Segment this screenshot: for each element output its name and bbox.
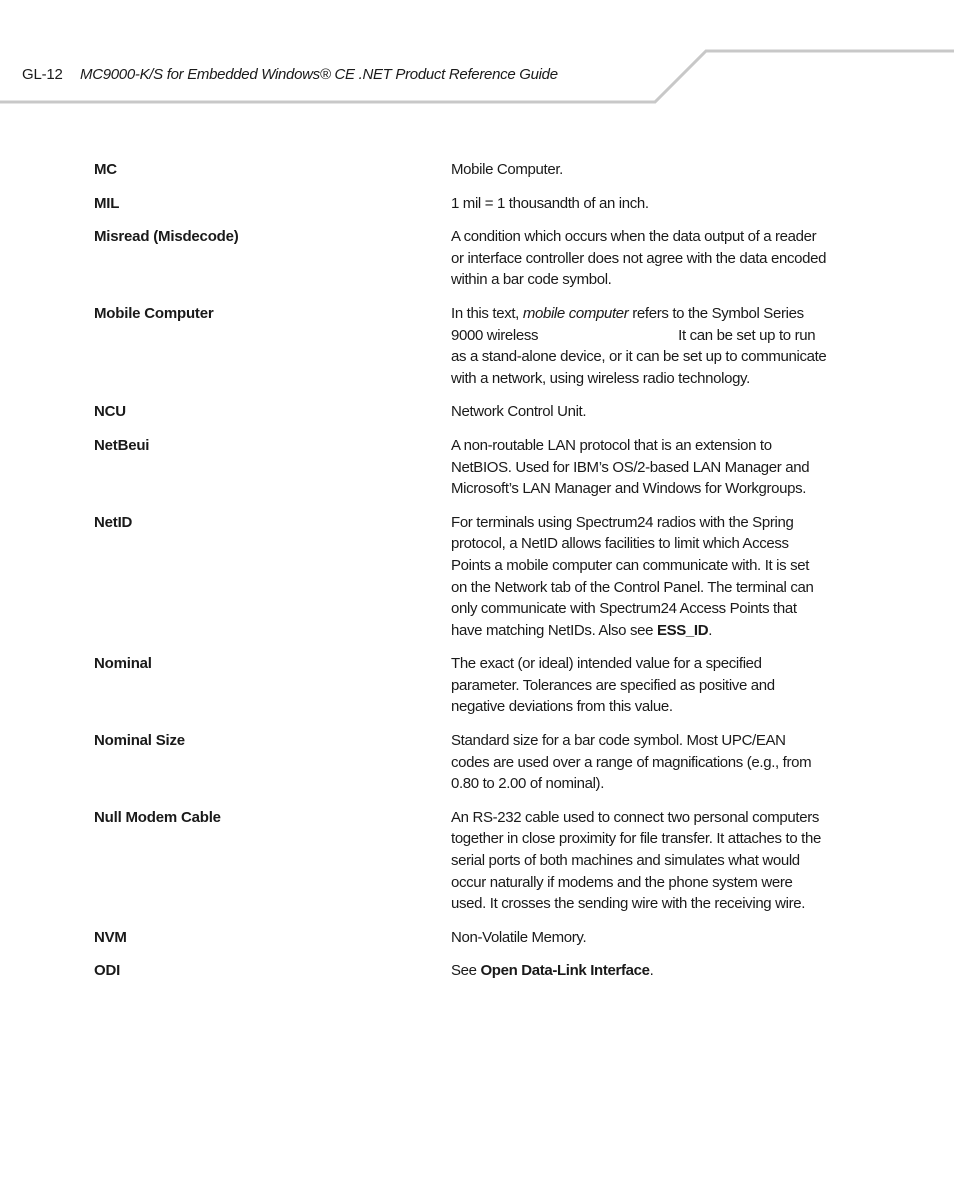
glossary-definition: Non-Volatile Memory. bbox=[451, 928, 587, 946]
glossary-definition: A non-routable LAN protocol that is an extension to NetBIOS. Used for IBM’s OS/2-based LAN Manager and Microsoft’s LAN Manager and Windows for Workgroups. bbox=[451, 436, 810, 498]
glossary-term: Mobile Computer bbox=[94, 304, 214, 322]
glossary-entry bbox=[94, 927, 834, 949]
glossary-definition: See Open Data-Link Interface. bbox=[451, 962, 654, 980]
glossary-entry bbox=[94, 653, 834, 718]
glossary-entry bbox=[94, 303, 834, 389]
glossary-definition: In this text, mobile computer refers to the Symbol Series 9000 wireless It can be set up to run as a stand-alone device, or it can be set up to communicate with a network, using wireless radio technology. bbox=[451, 304, 827, 387]
glossary-entry bbox=[94, 807, 834, 915]
glossary-entry bbox=[94, 159, 834, 181]
glossary-term: Nominal Size bbox=[94, 732, 185, 750]
glossary-term: MIL bbox=[94, 194, 120, 212]
glossary-list bbox=[94, 159, 834, 994]
cross-reference-link[interactable]: ESS_ID bbox=[656, 621, 709, 639]
emphasized-term: mobile computer bbox=[522, 304, 629, 322]
glossary-definition: An RS-232 cable used to connect two personal computers together in close proximity for file transfer. It attaches to the serial ports of both machines and simulates what would occur naturally if modems and the phone system were used. It crosses the sending wire with the receiving wire. bbox=[451, 808, 821, 913]
glossary-definition: Network Control Unit. bbox=[451, 403, 587, 421]
glossary-term: Nominal bbox=[94, 655, 152, 673]
page-header bbox=[0, 0, 954, 110]
glossary-entry bbox=[94, 960, 834, 982]
glossary-entry bbox=[94, 401, 834, 423]
header-rule-graphic bbox=[0, 0, 954, 110]
glossary-entry bbox=[94, 435, 834, 500]
cross-reference-link[interactable]: Open Data-Link Interface bbox=[480, 962, 650, 980]
glossary-definition: Mobile Computer. bbox=[451, 161, 563, 178]
glossary-definition: For terminals using Spectrum24 radios with the Spring protocol, a NetID allows facilities to limit which Access Points a mobile computer can communicate with. It is set on the Network tab of the Control Panel. The terminal can only communicate with Spectrum24 Access Points that have matching NetIDs. Also see ESS_ID. bbox=[451, 513, 814, 639]
glossary-term: ODI bbox=[94, 962, 121, 980]
glossary-definition: 1 mil = 1 thousandth of an inch. bbox=[451, 194, 649, 212]
page-number: GL-12 bbox=[22, 66, 63, 83]
glossary-definition: Standard size for a bar code symbol. Most UPC/EAN codes are used over a range of magnifications (e.g., from 0.80 to 2.00 of nominal). bbox=[451, 732, 812, 793]
glossary-entry bbox=[94, 512, 834, 642]
guide-title: MC9000-K/S for Embedded Windows® CE .NET Product Reference Guide bbox=[80, 66, 558, 83]
glossary-term: Null Modem Cable bbox=[94, 808, 221, 826]
glossary-definition: A condition which occurs when the data output of a reader or interface controller does not agree with the data encoded within a bar code symbol. bbox=[451, 228, 827, 289]
glossary-term: MC bbox=[94, 161, 117, 178]
glossary-term: NetBeui bbox=[94, 436, 150, 454]
glossary-term: NCU bbox=[94, 403, 126, 421]
glossary-entry bbox=[94, 226, 834, 291]
glossary-entry bbox=[94, 193, 834, 215]
glossary-term: Misread (Misdecode) bbox=[94, 228, 239, 246]
glossary-term: NVM bbox=[94, 928, 127, 946]
glossary-term: NetID bbox=[94, 513, 133, 531]
glossary-entry bbox=[94, 730, 834, 795]
glossary-definition: The exact (or ideal) intended value for a specified parameter. Tolerances are specified as positive and negative deviations from this value. bbox=[451, 655, 775, 716]
